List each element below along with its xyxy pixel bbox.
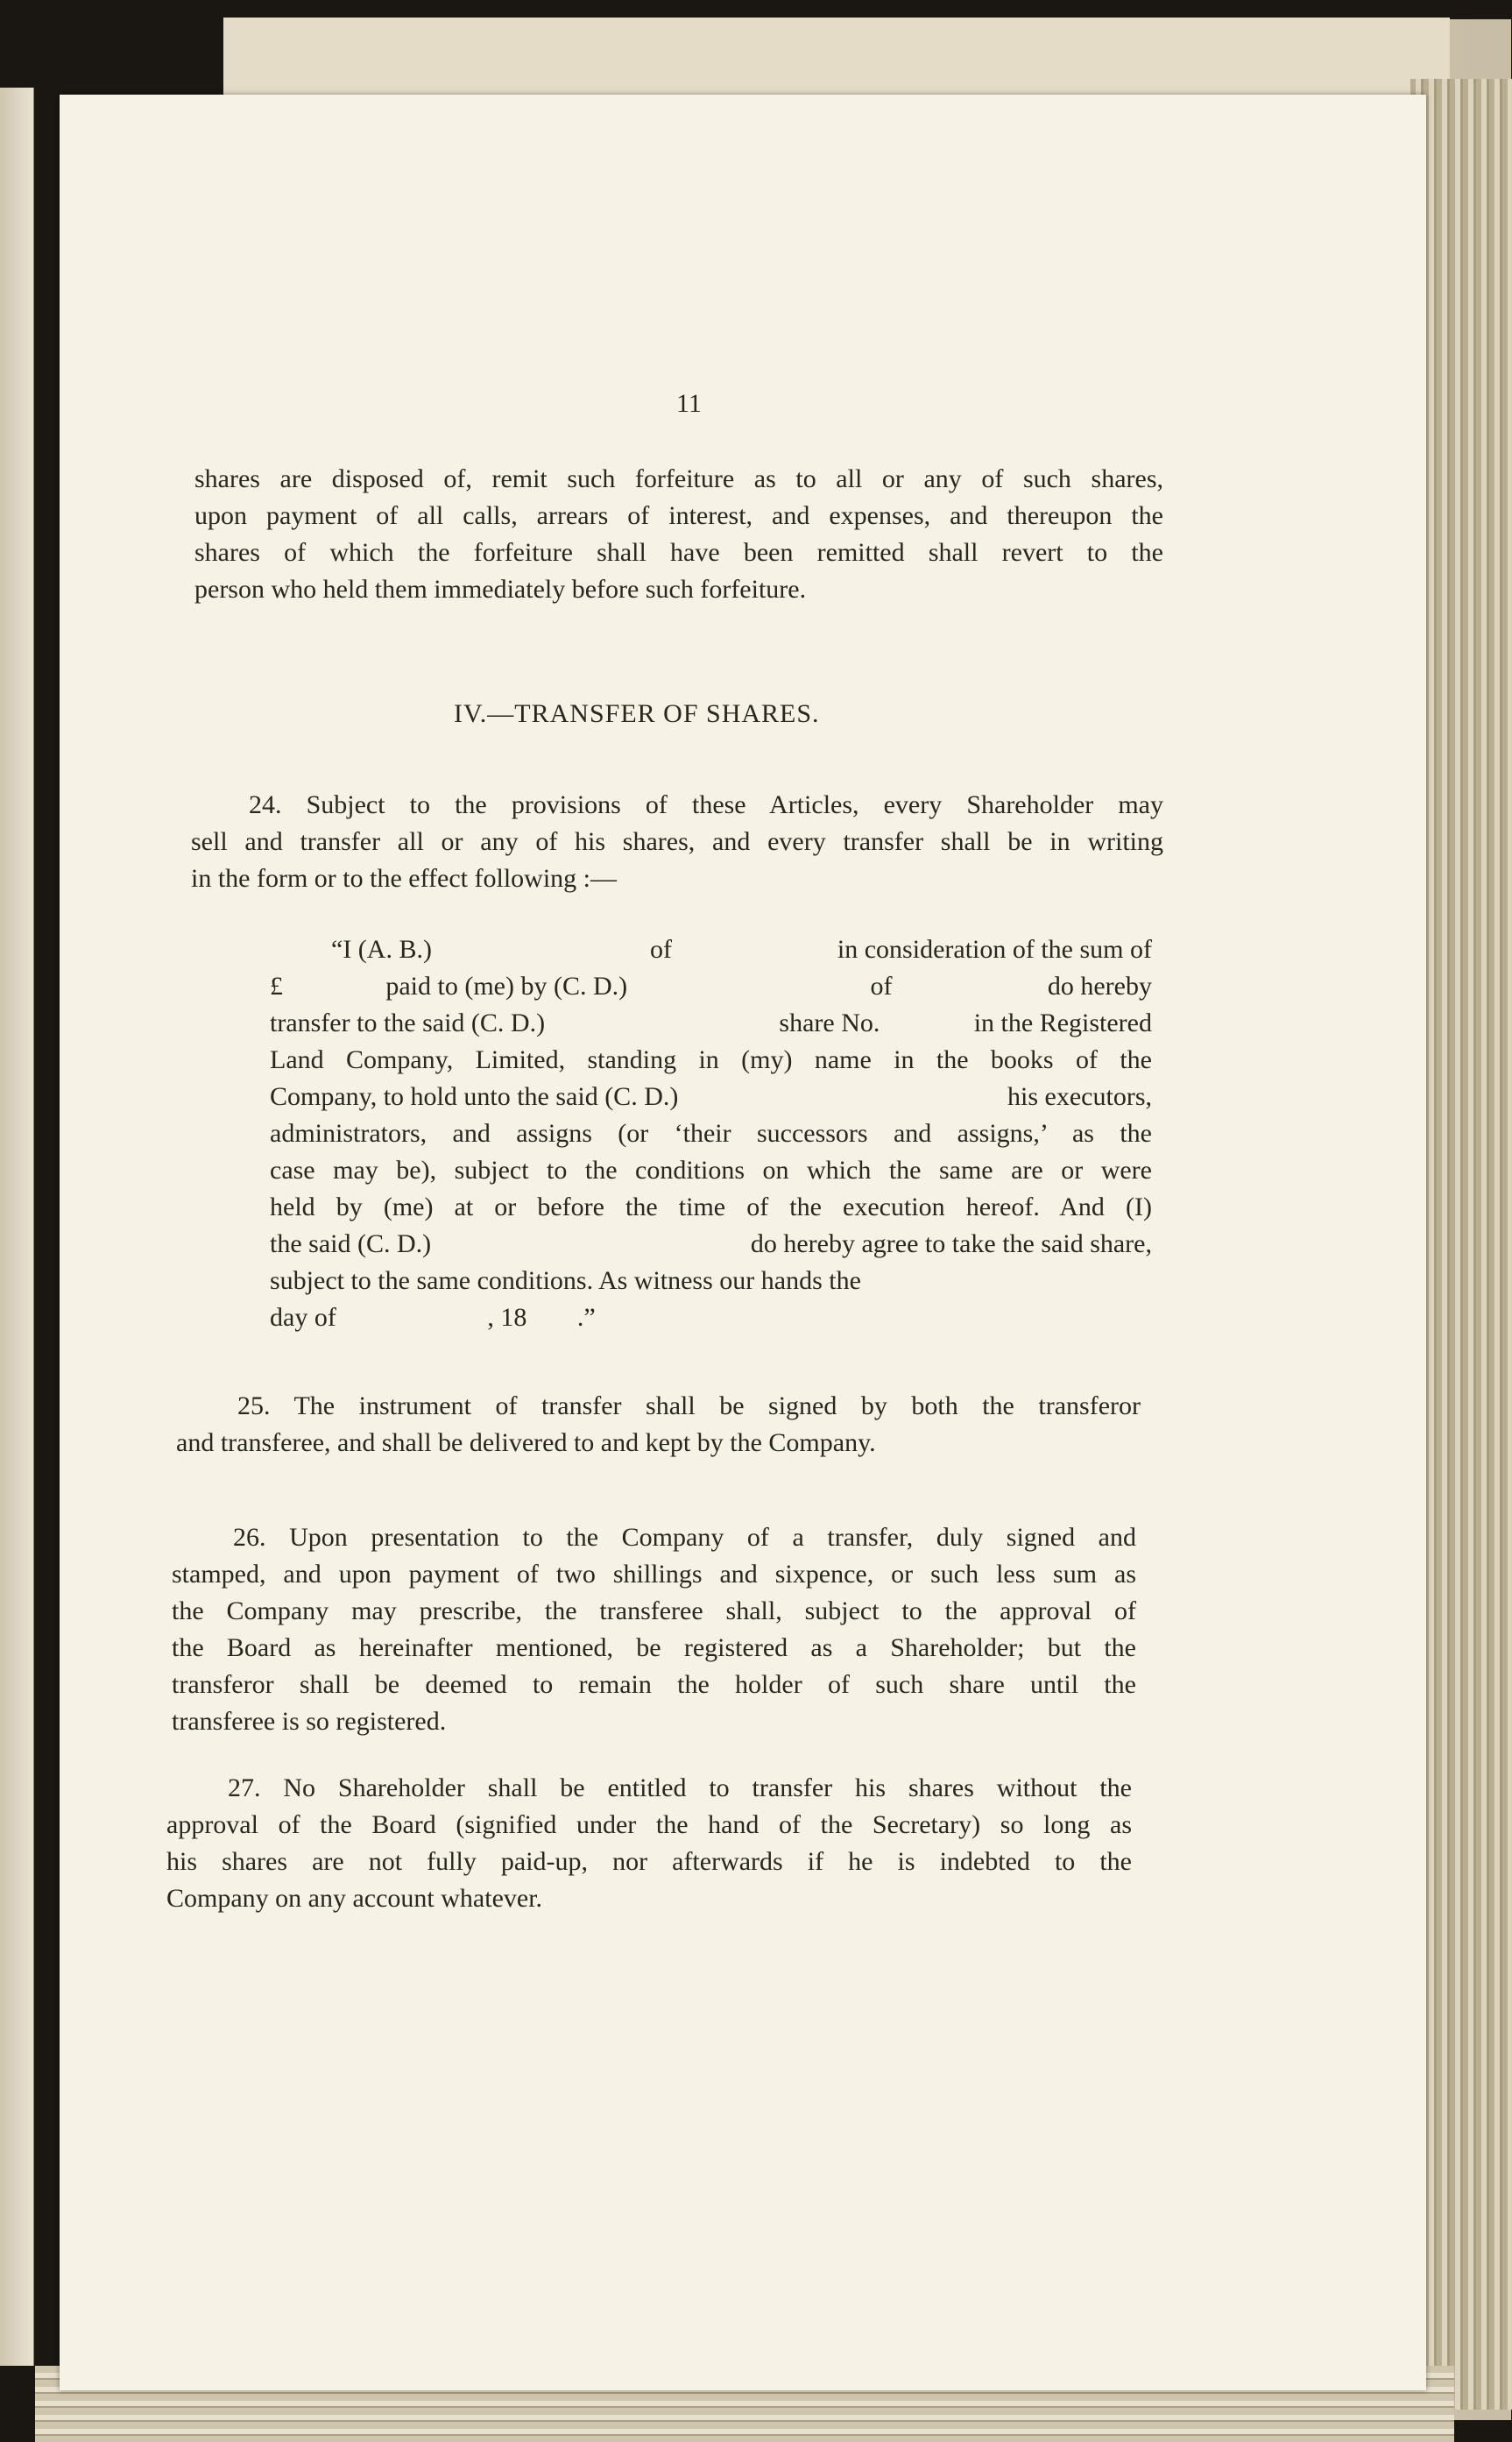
article-27 [166, 1770, 1132, 1917]
form-line [270, 1005, 1152, 1042]
text-line: 26. Upon presentation to the Company of a transfer, duly signed and [233, 1523, 1136, 1552]
text-line: the Company may prescribe, the transferee shall, subject to the approval of [172, 1596, 1136, 1625]
form-text: day of [270, 1303, 336, 1332]
transfer-form [270, 931, 1152, 1336]
article-26 [172, 1519, 1136, 1740]
form-line [270, 1226, 1152, 1263]
form-text: paid to (me) by (C. D.) [385, 972, 628, 1001]
form-line [270, 968, 1152, 1005]
form-text: Company, to hold unto the said (C. D.) [270, 1082, 679, 1111]
form-line [270, 1079, 1152, 1115]
form-text: in the Registered [973, 1009, 1152, 1037]
page-number: 11 [676, 389, 702, 418]
section-heading: IV.—TRANSFER OF SHARES. [454, 699, 820, 728]
text-line: and transferee, and shall be delivered to and kept by the Company. [176, 1428, 876, 1457]
document-page [60, 95, 1426, 2390]
form-line: administrators, and assigns (or ‘their successors and assigns,’ as the [270, 1119, 1152, 1148]
form-line [270, 1299, 1152, 1336]
text-line: Company on any account whatever. [166, 1884, 543, 1913]
text-line: approval of the Board (signified under the hand of the Secretary) so long as [166, 1810, 1132, 1839]
text-line: shares of which the forfeiture shall have been remitted shall revert to the [194, 538, 1163, 567]
continuation-paragraph [194, 461, 1163, 608]
form-line: held by (me) at or before the time of the execution hereof. And (I) [270, 1193, 1152, 1221]
text-line: person who held them immediately before such forfeiture. [194, 575, 807, 604]
form-text: .” [576, 1303, 596, 1332]
form-text: transfer to the said (C. D.) [270, 1009, 546, 1037]
text-line: sell and transfer all or any of his shares, and every transfer shall be in writing [191, 827, 1163, 856]
top-sheet-edge [223, 18, 1450, 98]
form-text: the said (C. D.) [270, 1229, 432, 1258]
text-line: upon payment of all calls, arrears of interest, and expenses, and thereupon the [194, 501, 1163, 530]
text-line: his shares are not fully paid-up, nor afterwards if he is indebted to the [166, 1847, 1132, 1876]
form-line: case may be), subject to the conditions on which the same are or were [270, 1156, 1152, 1185]
text-line: transferee is so registered. [172, 1707, 447, 1736]
article-24 [191, 787, 1163, 897]
text-line: the Board as hereinafter mentioned, be registered as a Shareholder; but the [172, 1633, 1136, 1662]
text-line: stamped, and upon payment of two shillings and sixpence, or such less sum as [172, 1560, 1136, 1589]
form-text: share No. [779, 1009, 880, 1037]
form-line: subject to the same conditions. As witness our hands the [270, 1266, 861, 1295]
text-line: 25. The instrument of transfer shall be signed by both the transferor [237, 1391, 1141, 1420]
form-text: of [649, 935, 672, 964]
text-line: 27. No Shareholder shall be entitled to transfer his shares without the [228, 1773, 1132, 1802]
form-text: do hereby [1047, 972, 1152, 1001]
form-text: £ [270, 972, 283, 1001]
form-line: Land Company, Limited, standing in (my) name in the books of the [270, 1045, 1152, 1074]
form-text: “I (A. B.) [331, 935, 432, 964]
article-25 [176, 1388, 1141, 1462]
form-line [270, 931, 1152, 968]
form-text: his executors, [1007, 1082, 1152, 1111]
form-text: of [870, 972, 893, 1001]
form-text: do hereby agree to take the said share, [750, 1229, 1152, 1258]
left-page-edge [0, 88, 34, 2366]
form-text: , 18 [487, 1303, 527, 1332]
text-line: shares are disposed of, remit such forfeiture as to all or any of such shares, [194, 464, 1163, 493]
text-line: in the form or to the effect following :— [191, 864, 617, 893]
text-line: 24. Subject to the provisions of these Articles, every Shareholder may [249, 790, 1163, 819]
form-text: in consideration of the sum of [837, 935, 1152, 964]
text-line: transferor shall be deemed to remain the holder of such share until the [172, 1670, 1136, 1699]
